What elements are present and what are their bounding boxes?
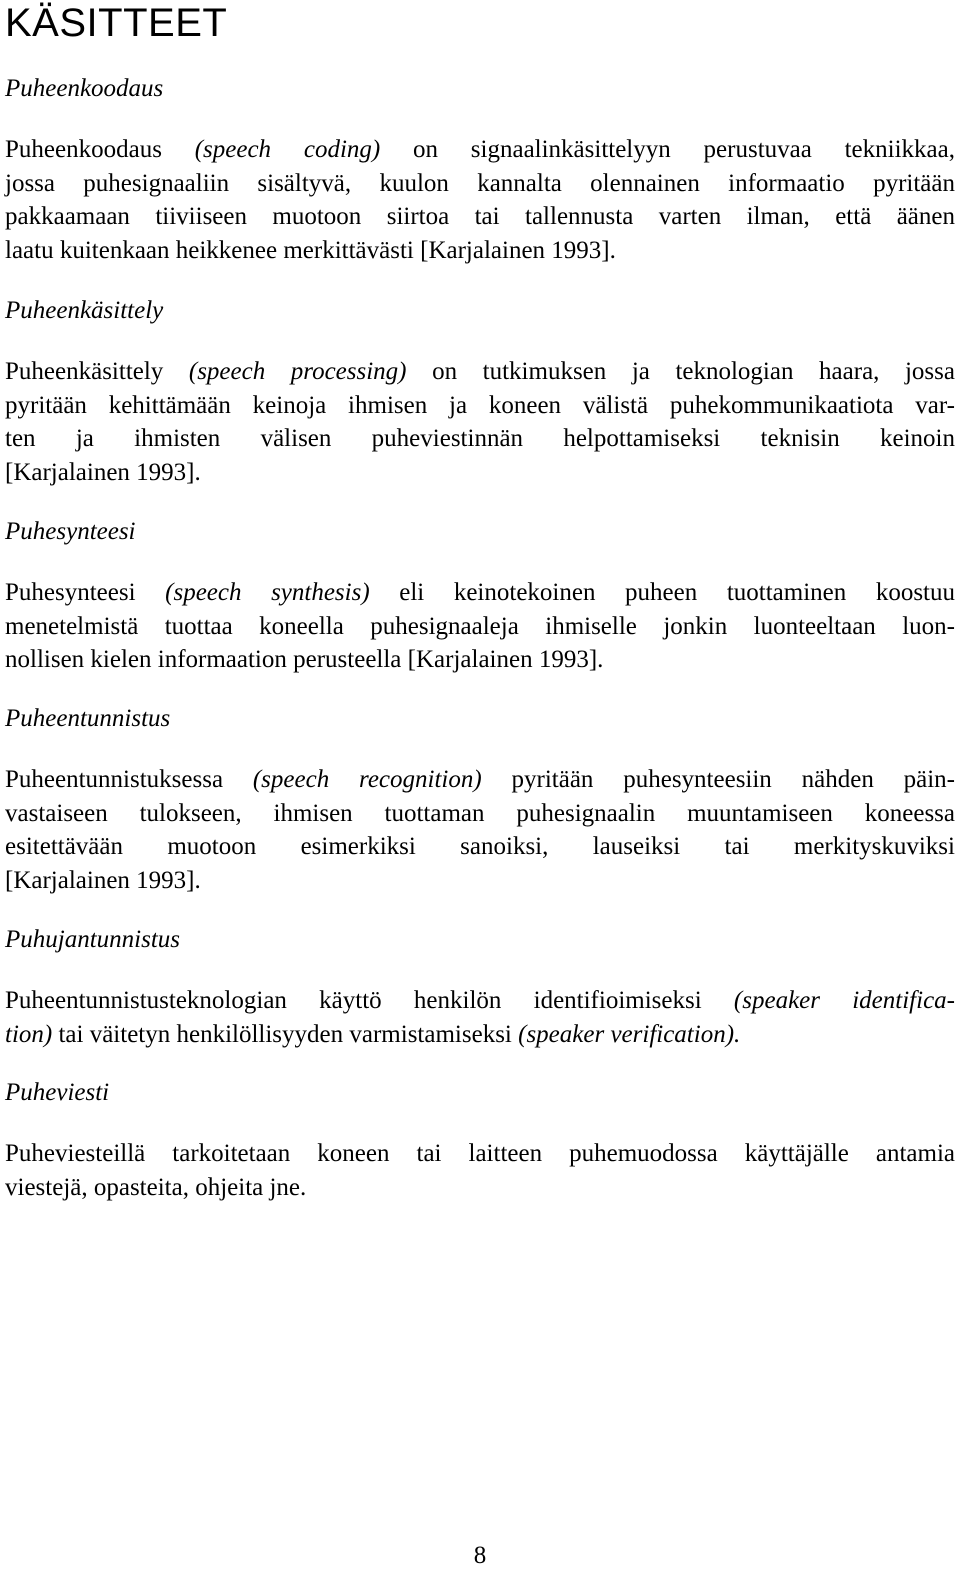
definition-line bbox=[5, 576, 955, 610]
english-term: (speaker identifica- bbox=[733, 987, 955, 1014]
definition-line bbox=[5, 1018, 955, 1052]
definition-text: pyritään kehittämään keinoja ihmisen ja koneen välistä puhekommunikaatiota var- bbox=[5, 391, 955, 419]
definition-line bbox=[5, 200, 955, 234]
definition-line bbox=[5, 984, 955, 1018]
definition-line bbox=[5, 610, 955, 644]
definition-line bbox=[5, 864, 955, 898]
definition-text: Puheenkoodaus bbox=[5, 136, 195, 163]
term-heading-puhesynteesi: Puhesynteesi bbox=[5, 518, 136, 545]
definition-line bbox=[5, 1171, 955, 1205]
definition-puheenkasittely bbox=[5, 355, 955, 489]
definition-line bbox=[5, 643, 955, 677]
definition-text: esitettävään muotoon esimerkiksi sanoiksi, lauseiksi tai merkityskuviksi bbox=[5, 833, 955, 860]
term-heading-puhujantunnistus: Puhujantunnistus bbox=[5, 926, 181, 953]
definition-text: nollisen kielen informaation perusteella [Karjalainen 1993]. bbox=[5, 646, 604, 673]
english-term: (speaker verification). bbox=[518, 1020, 741, 1048]
definition-text: pyritään puhesynteesiin nähden päin- bbox=[481, 766, 956, 793]
definition-text: Puhesynteesi bbox=[5, 579, 166, 606]
definition-text: [Karjalainen 1993]. bbox=[5, 458, 201, 486]
term-heading-puheenkasittely: Puheenkäsittely bbox=[5, 297, 164, 324]
definition-puheviesti bbox=[5, 1137, 955, 1204]
definition-text: ten ja ihmisten välisen puheviestinnän helpottamiseksi teknisin keinoin bbox=[5, 425, 955, 452]
english-term: tion) bbox=[5, 1020, 53, 1048]
page-title: KÄSITTEET bbox=[5, 1, 228, 45]
definition-text: on signaalinkäsittelyyn perustuvaa tekniikkaa, bbox=[380, 136, 955, 163]
term-heading-puheenkoodaus: Puheenkoodaus bbox=[5, 75, 164, 102]
english-term: (speech processing) bbox=[188, 358, 407, 385]
definition-puhujantunnistus bbox=[5, 984, 955, 1051]
definition-text: eli keinotekoinen puheen tuottaminen koostuu bbox=[369, 579, 955, 606]
definition-text: menetelmistä tuottaa koneella puhesignaaleja ihmiselle jonkin luonteeltaan luon- bbox=[5, 612, 955, 640]
definition-line bbox=[5, 234, 955, 268]
definition-text: jossa puhesignaaliin sisältyvä, kuulon kannalta olennainen informaatio pyritään bbox=[5, 169, 955, 197]
definition-puhesynteesi bbox=[5, 576, 955, 677]
definition-line bbox=[5, 355, 955, 389]
definition-text: laatu kuitenkaan heikkenee merkittävästi [Karjalainen 1993]. bbox=[5, 236, 616, 264]
definition-line bbox=[5, 422, 955, 456]
definition-text: Puheenkäsittely bbox=[5, 358, 189, 385]
definition-line bbox=[5, 456, 955, 490]
english-term: (speech synthesis) bbox=[165, 579, 370, 606]
definition-text: viestejä, opasteita, ohjeita jne. bbox=[5, 1173, 307, 1201]
english-term: (speech recognition) bbox=[252, 766, 482, 793]
definition-text: vastaiseen tulokseen, ihmisen tuottaman puhesignaalin muuntamiseen koneessa bbox=[5, 799, 955, 827]
definition-line bbox=[5, 133, 955, 167]
definition-text: tai väitetyn henkilöllisyyden varmistamiseksi bbox=[52, 1020, 519, 1048]
definition-line bbox=[5, 167, 955, 201]
english-term: (speech coding) bbox=[194, 136, 381, 163]
definition-text: Puheviesteillä tarkoitetaan koneen tai laitteen puhemuodossa käyttäjälle antamia bbox=[5, 1140, 955, 1167]
definition-puheentunnistus bbox=[5, 763, 955, 897]
definition-text: pakkaamaan tiiviiseen muotoon siirtoa tai tallennusta varten ilman, että äänen bbox=[5, 203, 955, 230]
definition-line bbox=[5, 797, 955, 831]
definition-text: Puheentunnistusteknologian käyttö henkilön identifioimiseksi bbox=[5, 987, 734, 1014]
definition-line bbox=[5, 1137, 955, 1171]
definition-text: on tutkimuksen ja teknologian haara, jossa bbox=[406, 358, 955, 385]
definition-line bbox=[5, 389, 955, 423]
page-number: 8 bbox=[473, 1542, 487, 1569]
term-heading-puheviesti: Puheviesti bbox=[5, 1079, 110, 1106]
definition-text: [Karjalainen 1993]. bbox=[5, 866, 201, 894]
definition-puheenkoodaus bbox=[5, 133, 955, 267]
definition-text: Puheentunnistuksessa bbox=[5, 766, 253, 793]
definition-line bbox=[5, 763, 955, 797]
definition-line bbox=[5, 830, 955, 864]
term-heading-puheentunnistus: Puheentunnistus bbox=[5, 705, 171, 732]
